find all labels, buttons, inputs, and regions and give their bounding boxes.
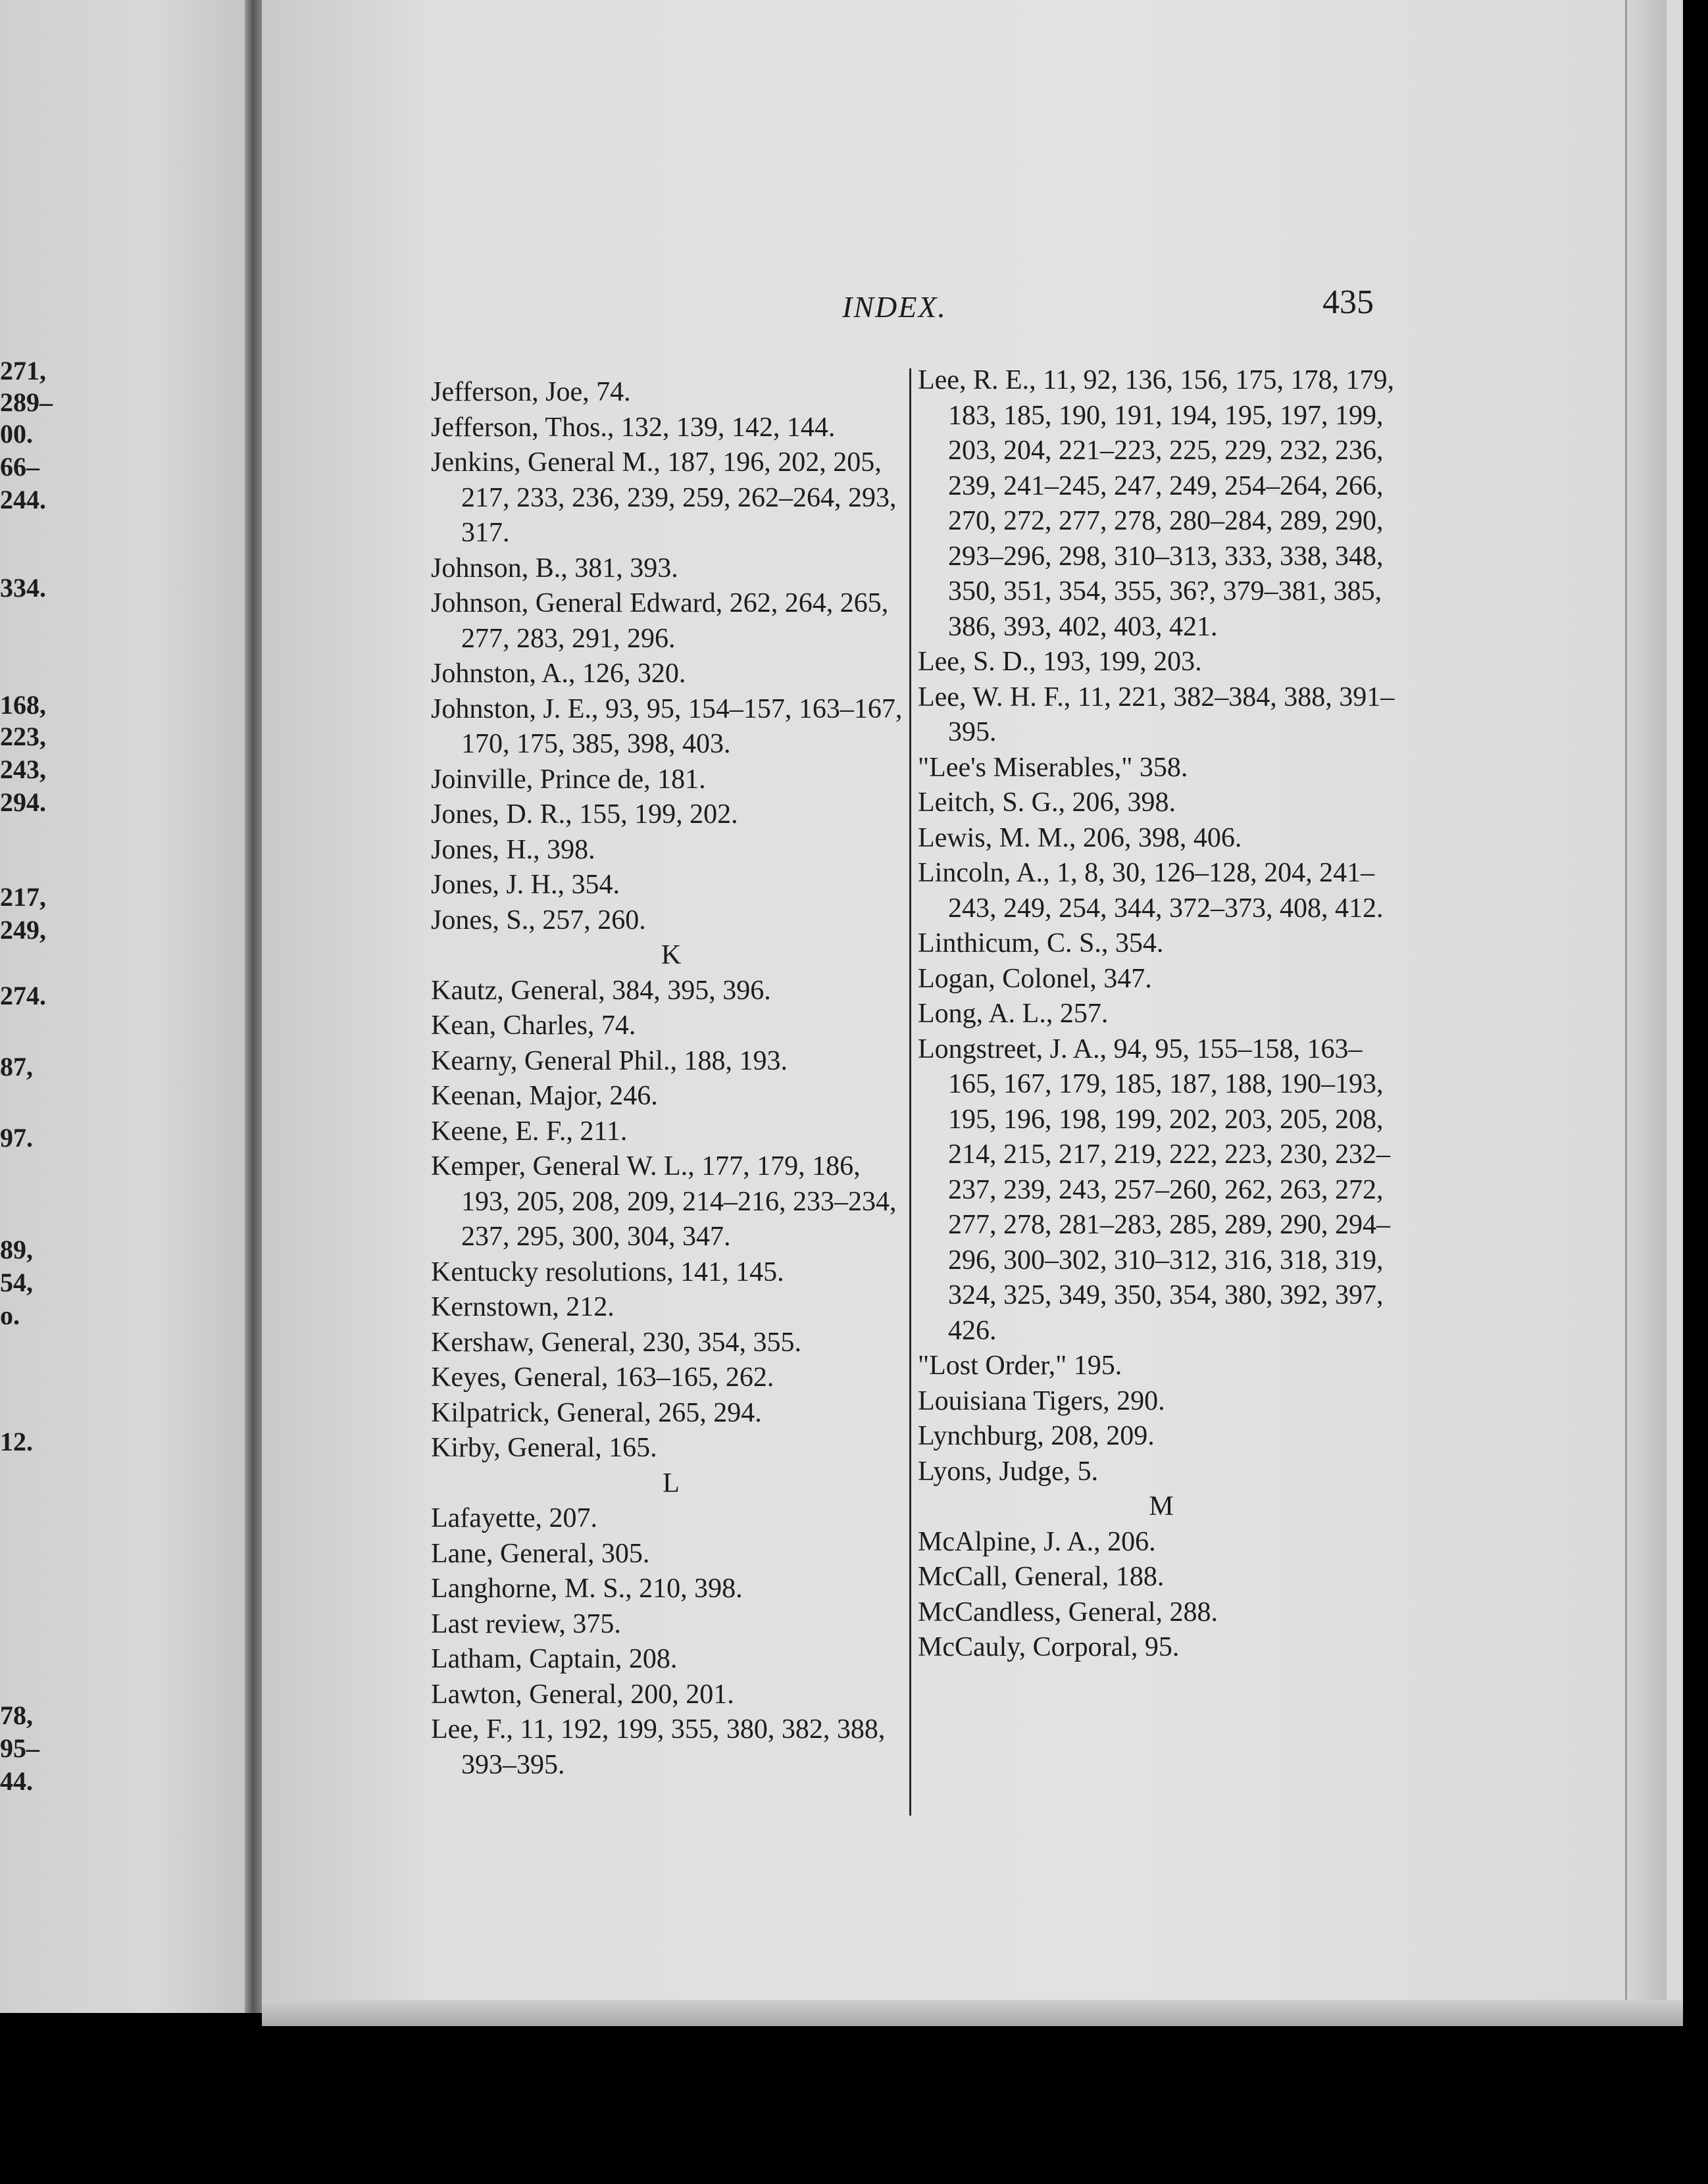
index-letter-heading: M [1149, 1491, 1174, 1522]
index-entry: Johnson, B., 381, 393. [431, 553, 678, 583]
margin-fragment: 168, [0, 690, 46, 720]
index-entry: Lee, S. D., 193, 199, 203. [918, 647, 1202, 677]
index-entry: Logan, Colonel, 347. [918, 963, 1152, 994]
page-edge [1625, 0, 1667, 2026]
index-entry: "Lost Order," 195. [918, 1351, 1122, 1381]
index-entry: "Lee's Miserables," 358. [918, 752, 1188, 783]
margin-fragment: 217, [0, 882, 46, 912]
index-entry: Kershaw, General, 230, 354, 355. [431, 1327, 801, 1358]
margin-fragment: 97. [0, 1123, 33, 1153]
index-entry: Lee, F., 11, 192, 199, 355, 380, 382, 388, 393–395. [431, 1714, 886, 1780]
margin-fragment: 78, [0, 1700, 33, 1730]
index-entry: Johnson, General Edward, 262, 264, 265, 277, 283, 291, 296. [431, 588, 889, 654]
index-entry: Longstreet, J. A., 94, 95, 155–158, 163–165, 167, 179, 185, 187, 188, 190–193, 195, 196, 198, 199, 202, 203, 205, 208, 214, 215, 217, 219, 222, 223, 230, 232–237, 239, 243, 257–260, 262, 263, 272, 277, 278, 281–283, 285, 289, 290, 294–296, 300–302, 310–312, 316, 318, 319, 324, 325, 349, 350, 354, 380, 392, 397, 426. [918, 1033, 1390, 1346]
running-head: INDEX. [842, 290, 947, 324]
margin-fragment: 294. [0, 787, 46, 817]
index-entry: Kemper, General W. L., 177, 179, 186, 193, 205, 208, 209, 214–216, 233–234, 237, 295, 300, 304, 347. [431, 1151, 897, 1252]
index-column-left [431, 375, 911, 1783]
margin-fragment: o. [0, 1301, 20, 1330]
margin-fragment: 54, [0, 1268, 33, 1297]
index-entry: Lincoln, A., 1, 8, 30, 126–128, 204, 241–243, 249, 254, 344, 372–373, 408, 412. [918, 858, 1384, 924]
index-entry: Long, A. L., 257. [918, 999, 1109, 1029]
index-entry: Lyons, Judge, 5. [918, 1456, 1099, 1487]
index-entry: Jones, J. H., 354. [431, 870, 620, 900]
margin-fragment: 223, [0, 722, 46, 751]
index-entry: Kernstown, 212. [431, 1292, 615, 1322]
index-entry: McCandless, General, 288. [918, 1597, 1218, 1627]
index-entry: McAlpine, J. A., 206. [918, 1526, 1156, 1557]
index-entry: Jones, D. R., 155, 199, 202. [431, 799, 738, 830]
index-entry: Kautz, General, 384, 395, 396. [431, 975, 771, 1006]
index-entry: Linthicum, C. S., 354. [918, 928, 1164, 958]
margin-fragment: 44. [0, 1766, 33, 1796]
index-entry: Kearny, General Phil., 188, 193. [431, 1045, 788, 1076]
index-entry: Johnston, A., 126, 320. [431, 658, 686, 689]
index-entry: Leitch, S. G., 206, 398. [918, 787, 1176, 818]
index-entry: Jenkins, General M., 187, 196, 202, 205, 217, 233, 236, 239, 259, 262–264, 293, 317. [431, 447, 897, 548]
margin-fragment: 87, [0, 1052, 33, 1081]
index-entry: Lynchburg, 208, 209. [918, 1421, 1155, 1451]
margin-fragment: 95– [0, 1733, 39, 1763]
index-entry: Kean, Charles, 74. [431, 1010, 636, 1041]
index-entry: Jefferson, Joe, 74. [431, 377, 631, 407]
index-entry: Lafayette, 207. [431, 1503, 598, 1533]
margin-fragment: 66– [0, 452, 39, 482]
index-entry: Lane, General, 305. [431, 1538, 650, 1569]
index-entry: Johnston, J. E., 93, 95, 154–157, 163–167, 170, 175, 385, 398, 403. [431, 693, 903, 759]
index-entry: Lee, W. H. F., 11, 221, 382–384, 388, 391–395. [918, 682, 1395, 747]
margin-fragment: 249, [0, 915, 46, 945]
margin-fragment: 271, [0, 356, 46, 385]
margin-fragment: 244. [0, 485, 46, 514]
index-entry: Jones, H., 398. [431, 834, 595, 865]
margin-fragment: 289– [0, 387, 53, 417]
index-entry: Keene, E. F., 211. [431, 1116, 628, 1147]
index-entry: Lewis, M. M., 206, 398, 406. [918, 822, 1242, 853]
index-entry: Keyes, General, 163–165, 262. [431, 1362, 774, 1393]
index-entry: Joinville, Prince de, 181. [431, 764, 706, 795]
margin-fragment: 274. [0, 981, 46, 1010]
index-letter-heading: L [663, 1468, 680, 1499]
index-entry: Lawton, General, 200, 201. [431, 1679, 734, 1710]
index-entry: Kentucky resolutions, 141, 145. [431, 1256, 784, 1287]
index-entry: McCauly, Corporal, 95. [918, 1632, 1180, 1662]
index-entry: Lee, R. E., 11, 92, 136, 156, 175, 178, 179, 183, 185, 190, 191, 194, 195, 197, 199, 203, 204, 221–223, 225, 229, 232, 236, 239, 241–245, 247, 249, 254–264, 266, 270, 272, 277, 278, 280–284, 289, 290, 293–296, 298, 310–313, 333, 338, 348, 350, 351, 354, 355, 36?, 379–381, 385, 386, 393, 402, 403, 421. [918, 365, 1395, 642]
index-entry: Jones, S., 257, 260. [431, 905, 646, 935]
index-column-right [918, 363, 1405, 1666]
margin-fragment: 00. [0, 419, 33, 449]
column-divider [909, 368, 911, 1816]
index-entry: Langhorne, M. S., 210, 398. [431, 1574, 743, 1604]
index-entry: Louisiana Tigers, 290. [918, 1385, 1165, 1416]
index-entry: Keenan, Major, 246. [431, 1081, 658, 1111]
index-entry: Last review, 375. [431, 1608, 621, 1639]
margin-fragment: 12. [0, 1427, 33, 1456]
index-letter-heading: K [661, 940, 682, 970]
margin-fragment: 89, [0, 1235, 33, 1264]
margin-fragment: 243, [0, 755, 46, 784]
index-entry: McCall, General, 188. [918, 1562, 1165, 1592]
book-gutter [245, 0, 263, 2013]
index-entry: Kilpatrick, General, 265, 294. [431, 1397, 762, 1428]
index-entry: Jefferson, Thos., 132, 139, 142, 144. [431, 412, 836, 443]
index-entry: Latham, Captain, 208. [431, 1644, 678, 1674]
page-bottom-edge [262, 2000, 1683, 2026]
margin-fragment: 334. [0, 573, 46, 603]
index-entry: Kirby, General, 165. [431, 1433, 657, 1463]
page-number: 435 [1322, 284, 1374, 321]
